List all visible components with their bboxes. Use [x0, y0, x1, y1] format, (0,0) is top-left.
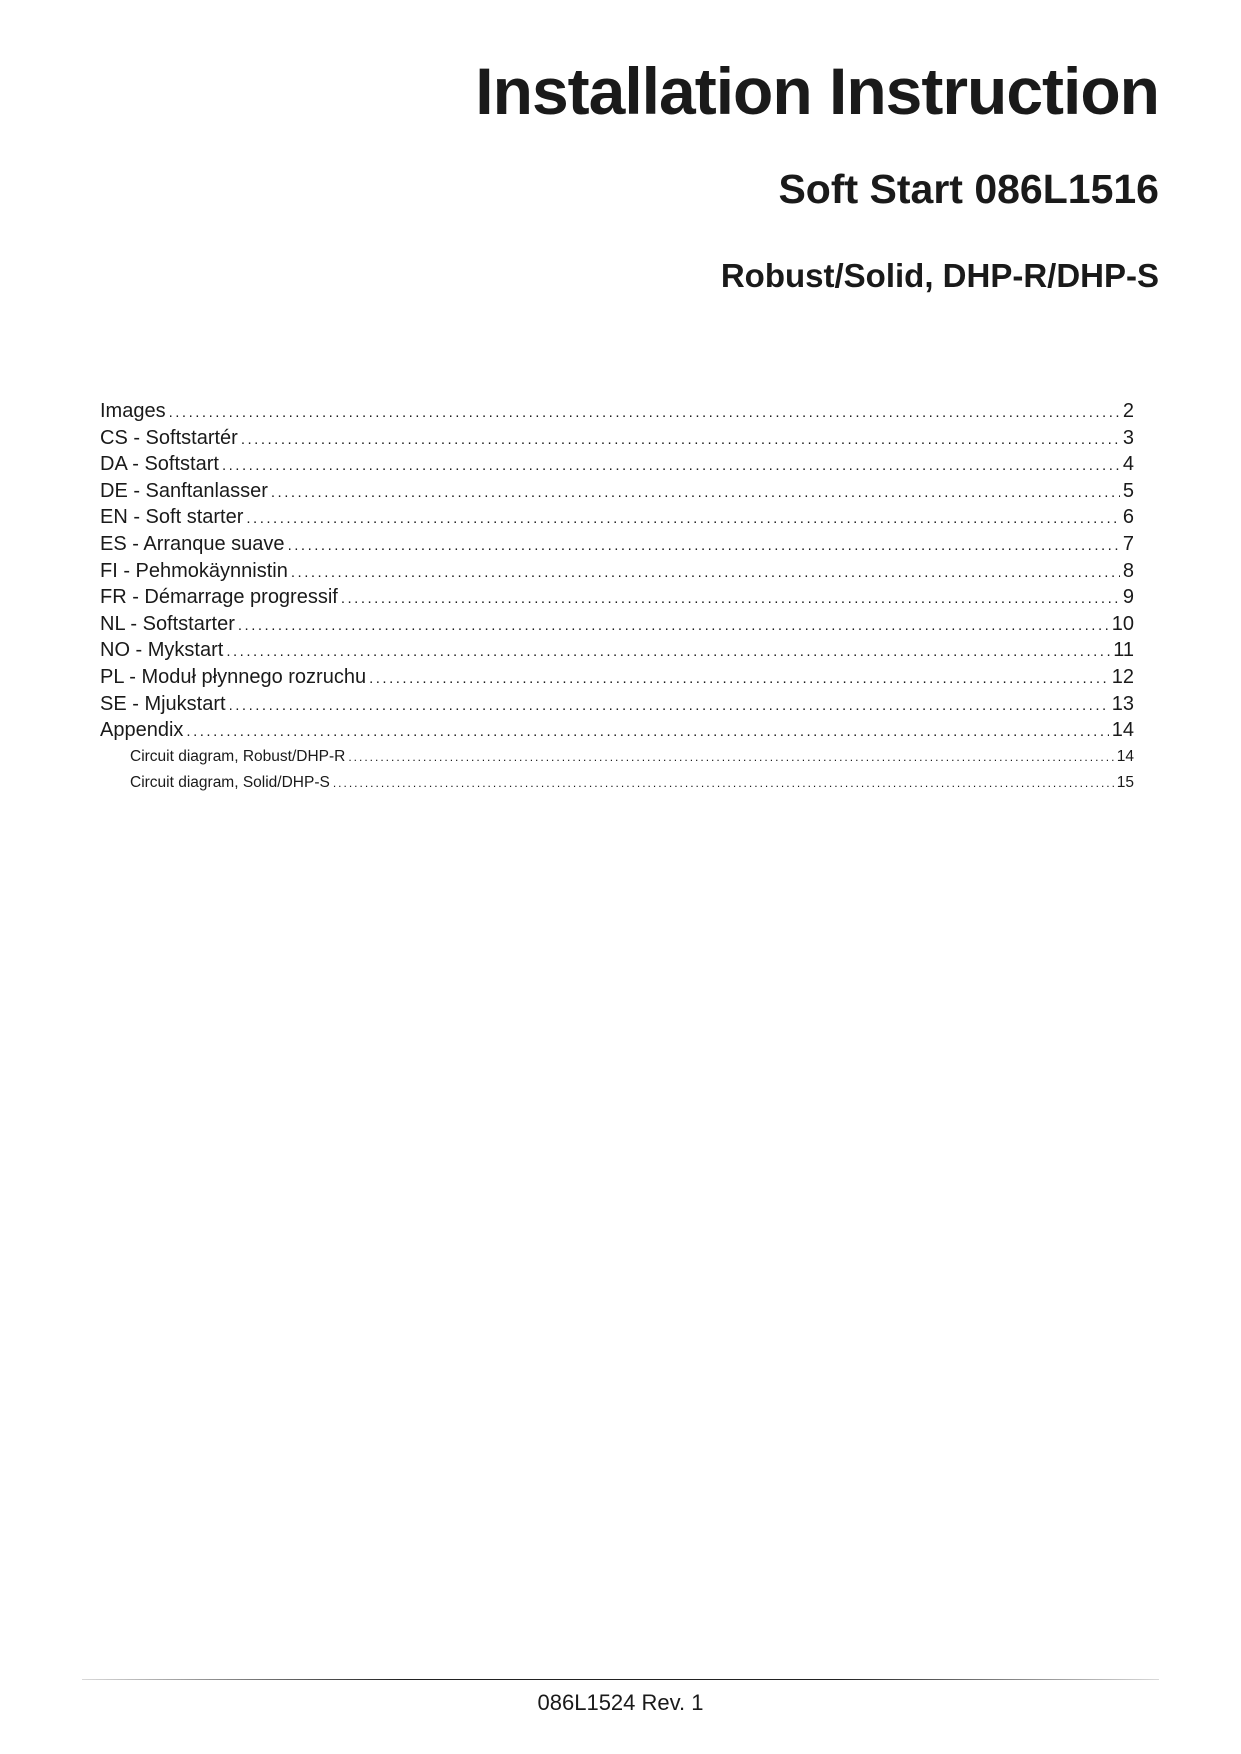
toc-entry-cs[interactable] [100, 425, 1134, 452]
footer-divider [82, 1679, 1159, 1680]
toc-entry-page: 10 [1111, 612, 1134, 635]
toc-leader-dots [241, 427, 1120, 454]
toc-subentry-circuit-robust[interactable] [100, 744, 1134, 771]
toc-entry-fi[interactable] [100, 558, 1134, 585]
product-subtitle: Soft Start 086L1516 [778, 166, 1159, 212]
toc-entry-label: CS - Softstartér [100, 426, 238, 449]
toc-leader-dots [229, 693, 1109, 720]
toc-entry-label: ES - Arranque suave [100, 532, 285, 555]
toc-entry-page: 5 [1122, 479, 1134, 502]
toc-entry-da[interactable] [100, 451, 1134, 478]
toc-entry-page: 9 [1122, 586, 1134, 609]
toc-entry-label: Circuit diagram, Robust/DHP-R [130, 747, 346, 765]
toc-leader-dots [291, 560, 1120, 587]
toc-entry-page: 13 [1111, 692, 1134, 715]
toc-leader-dots [333, 770, 1114, 797]
toc-entry-images[interactable] [100, 398, 1134, 425]
footer-doc-number: 086L1524 Rev. 1 [537, 1690, 704, 1715]
toc-entry-en[interactable] [100, 504, 1134, 531]
toc-leader-dots [222, 453, 1120, 480]
toc-leader-dots [246, 506, 1120, 533]
toc-entry-pl[interactable] [100, 664, 1134, 691]
toc-entry-fr[interactable] [100, 584, 1134, 611]
toc-entry-nl[interactable] [100, 611, 1134, 638]
toc-entry-page: 15 [1116, 774, 1134, 792]
toc-entry-page: 14 [1111, 719, 1134, 742]
toc-entry-de[interactable] [100, 478, 1134, 505]
toc-entry-label: DE - Sanftanlasser [100, 479, 268, 502]
toc-entry-page: 8 [1122, 559, 1134, 582]
toc-entry-page: 11 [1113, 639, 1134, 662]
toc-entry-page: 4 [1122, 453, 1134, 476]
toc-entry-label: SE - Mjukstart [100, 692, 226, 715]
toc-entry-no[interactable] [100, 637, 1134, 664]
toc-entry-se[interactable] [100, 691, 1134, 718]
toc-entry-label: PL - Moduł płynnego rozruchu [100, 665, 367, 688]
toc-leader-dots [169, 400, 1120, 427]
toc-subentry-circuit-solid[interactable] [100, 770, 1134, 797]
toc-entry-es[interactable] [100, 531, 1134, 558]
toc-leader-dots [186, 719, 1108, 746]
toc-leader-dots [226, 639, 1110, 666]
toc-entry-page: 14 [1116, 747, 1134, 765]
toc-entry-page: 3 [1122, 426, 1134, 449]
toc-leader-dots [288, 533, 1120, 560]
toc-entry-label: EN - Soft starter [100, 506, 244, 529]
toc-entry-label: FR - Démarrage progressif [100, 586, 338, 609]
toc-entry-label: Circuit diagram, Solid/DHP-S [130, 774, 330, 792]
models-subtitle: Robust/Solid, DHP-R/DHP-S [720, 257, 1159, 294]
toc-entry-page: 6 [1122, 506, 1134, 529]
table-of-contents [100, 398, 1134, 797]
toc-leader-dots [348, 744, 1113, 771]
toc-entry-page: 7 [1122, 532, 1134, 555]
toc-entry-page: 12 [1111, 665, 1134, 688]
toc-entry-label: DA - Softstart [100, 453, 219, 476]
toc-entry-label: NL - Softstarter [100, 612, 235, 635]
toc-entry-appendix[interactable] [100, 717, 1134, 744]
toc-entry-label: NO - Mykstart [100, 639, 224, 662]
toc-entry-label: Appendix [100, 719, 184, 742]
toc-leader-dots [341, 586, 1120, 613]
document-title: Installation Instruction [475, 54, 1159, 128]
toc-leader-dots [369, 666, 1109, 693]
toc-entry-label: Images [100, 400, 166, 422]
toc-entry-label: FI - Pehmokäynnistin [100, 559, 288, 582]
toc-leader-dots [238, 613, 1109, 640]
toc-entry-page: 2 [1122, 400, 1134, 422]
toc-leader-dots [271, 480, 1120, 507]
